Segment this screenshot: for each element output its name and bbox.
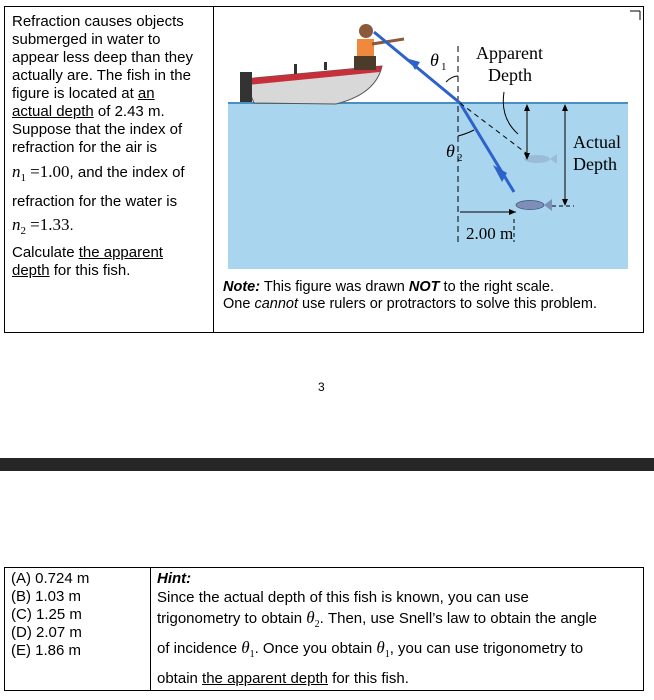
- problem-line: depth for this fish.: [12, 262, 131, 279]
- page-number: 3: [318, 380, 325, 394]
- problem-line: appear less deep than they: [12, 49, 193, 66]
- problem-text: [12, 13, 212, 280]
- theta2-sub: 2: [457, 152, 463, 164]
- problem-line: actually are. The fish in the: [12, 67, 191, 84]
- option-a: (A) 0.724 m: [11, 570, 90, 587]
- page-separator: [0, 458, 654, 471]
- note-line-1: Note: This figure was drawn NOT to the right scale.: [223, 279, 554, 295]
- problem-line: Calculate the apparent: [12, 244, 163, 261]
- distance-label: 2.00 m: [466, 224, 514, 243]
- figure-note: [223, 279, 643, 313]
- theta1-label: θ: [430, 50, 439, 70]
- hint-label: Hint:: [157, 570, 192, 587]
- refraction-figure: [214, 6, 644, 276]
- n2-line: $n_2 =1.33$.: [12, 215, 74, 237]
- theta1-arc: [446, 76, 458, 82]
- apparent-label-1: Apparent: [476, 43, 543, 63]
- problem-line: submerged in water to: [12, 31, 161, 48]
- theta1-sub: 1: [441, 61, 447, 73]
- actual-label-2: Depth: [573, 154, 617, 174]
- answer-divider: [150, 567, 151, 691]
- problem-line: figure is located at an: [12, 85, 155, 102]
- note-line-2: One cannot use rulers or protractors to solve this problem.: [223, 296, 597, 312]
- theta2-label: θ: [446, 141, 455, 161]
- n1-line: $n_1 =1.00$, and the index of: [12, 162, 185, 184]
- hint-line-2: trigonometry to obtain $\theta_2$. Then, use Snell’s law to obtain the angle: [157, 608, 598, 630]
- ray-air: [374, 32, 460, 103]
- hint-block: [157, 569, 643, 690]
- option-c: (C) 1.25 m: [11, 606, 82, 623]
- hint-line-4: obtain the apparent depth for this fish.: [157, 670, 409, 687]
- option-e: (E) 1.86 m: [11, 642, 82, 659]
- problem-line: Suppose that the index of: [12, 121, 183, 138]
- problem-line: refraction for the water is: [12, 193, 178, 210]
- option-d: (D) 2.07 m: [11, 624, 82, 641]
- apparent-label-2: Depth: [488, 65, 532, 85]
- hint-line-3: of incidence $\theta_1$. Once you obtain $\theta_1$, you can use trigonometry to: [157, 638, 584, 660]
- problem-line: actual depth of 2.43 m.: [12, 103, 165, 120]
- hint-line-1: Since the actual depth of this fish is known, you can use: [157, 589, 529, 606]
- water-region: [228, 103, 628, 269]
- problem-line: refraction for the air is: [12, 139, 158, 156]
- answer-options: [11, 570, 89, 660]
- problem-line: Refraction causes objects: [12, 13, 184, 30]
- option-b: (B) 1.03 m: [11, 588, 82, 605]
- actual-label-1: Actual: [573, 132, 621, 152]
- person: [354, 24, 404, 70]
